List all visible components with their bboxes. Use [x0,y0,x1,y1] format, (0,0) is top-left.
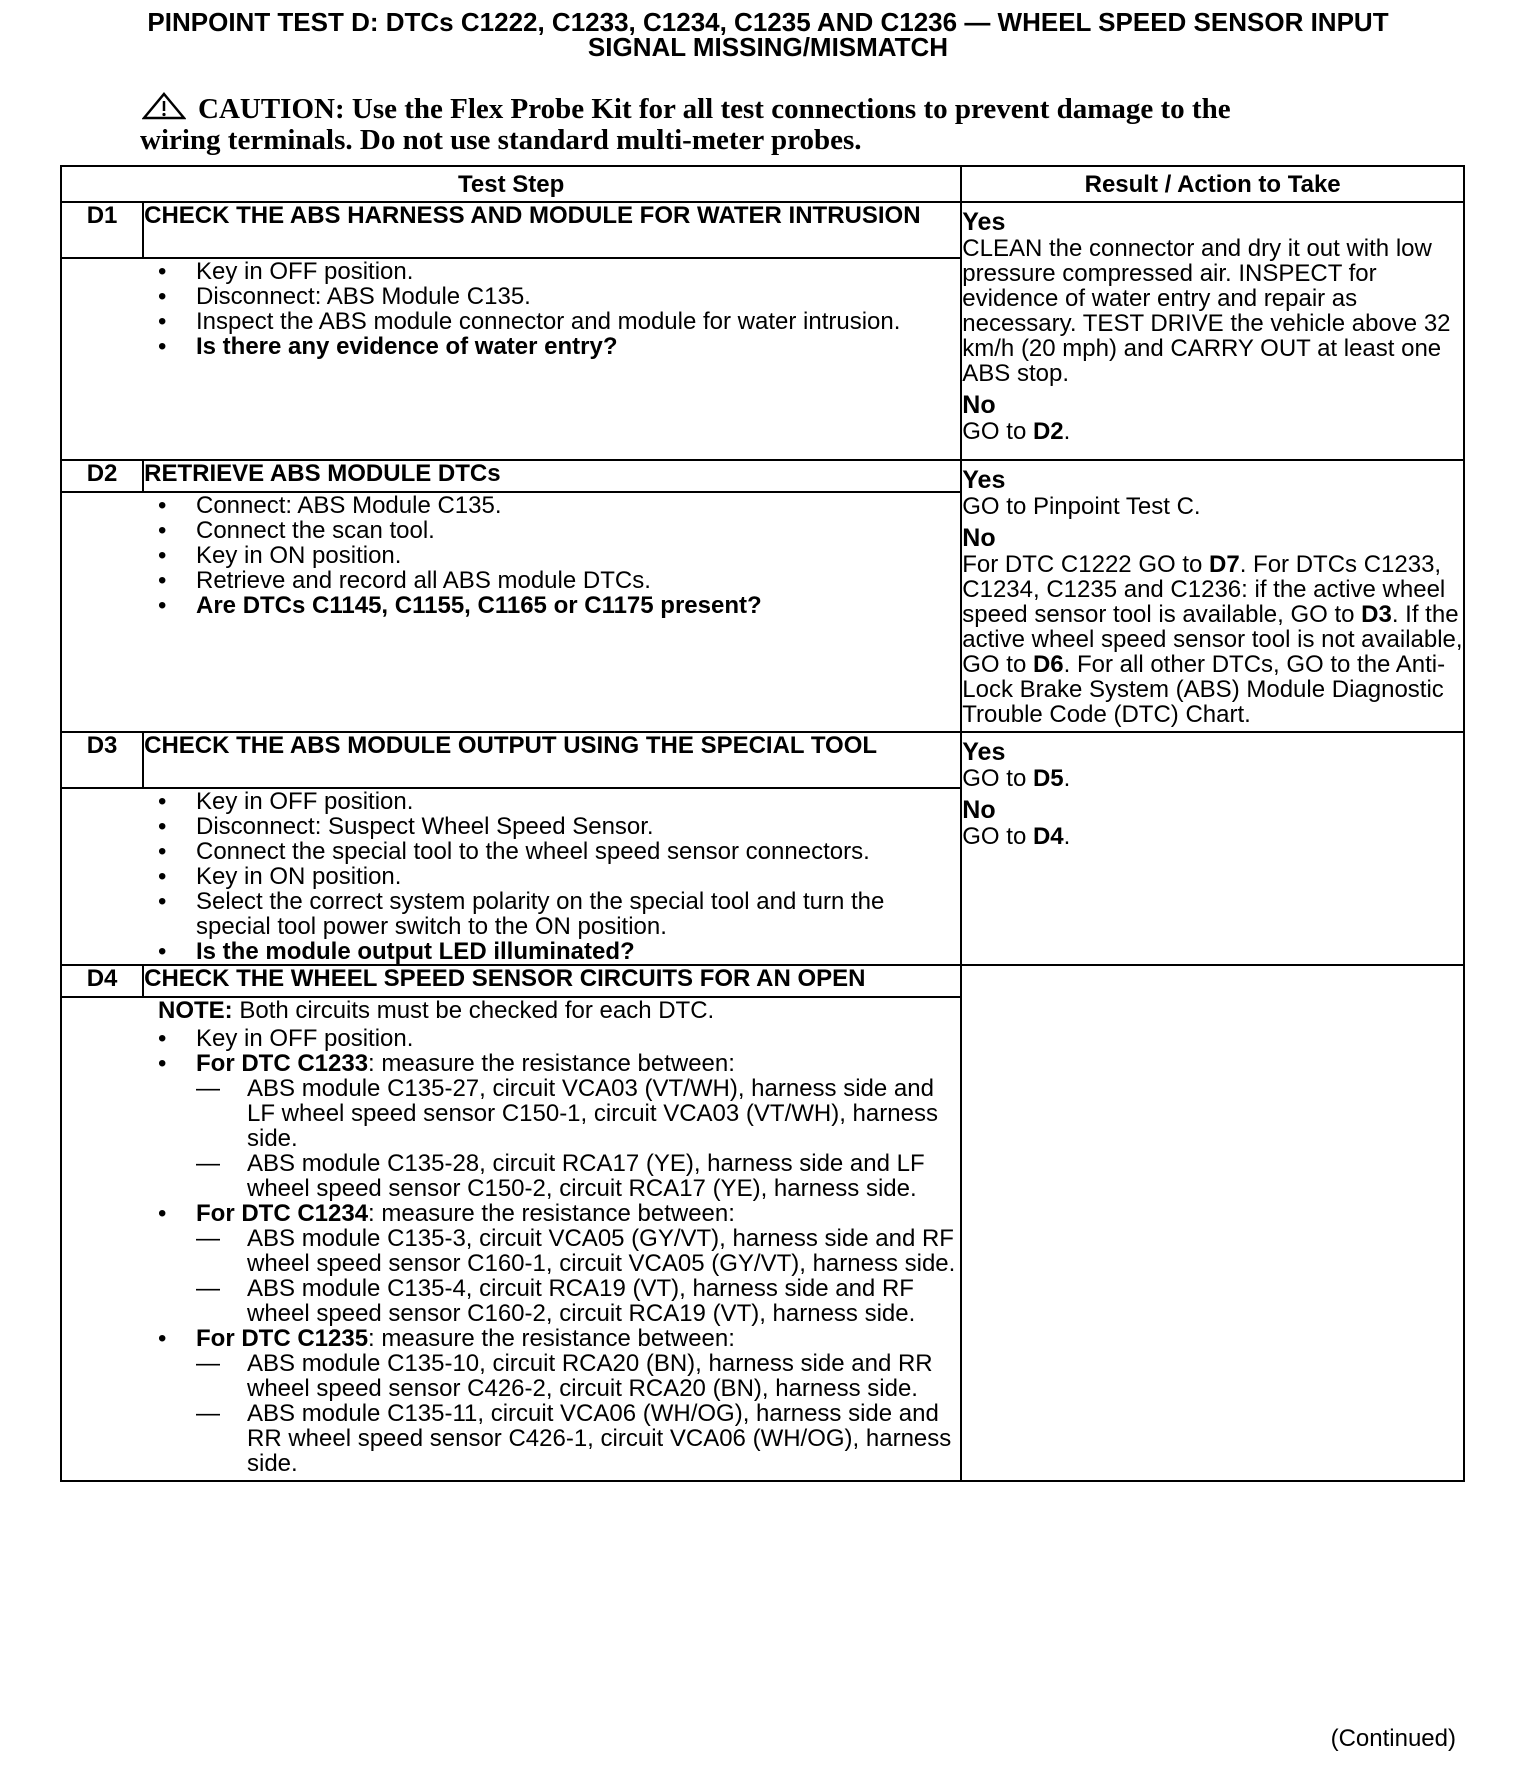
d2-no-text: For DTC C1222 GO to D7. For DTCs C1233, C1234, C1235 and C1236: if the active wheel speed sensor tool is available, GO to D3. If the active wheel speed sensor tool is not available, GO to D6. For all other DTCs, GO to the Anti-Lock Brake System (ABS) Module Diagnostic Trouble Code (DTC) Chart. [962,551,1463,728]
list-item: • Select the correct system polarity on the special tool and turn the special tool power switch to the ON position. [62,889,960,939]
d3-yes-label: Yes [962,738,1006,766]
pinpoint-test-table [60,165,1465,1482]
step-d3-body [61,788,961,965]
list-item: • Is there any evidence of water entry? [62,334,960,359]
step-d2-result [961,460,1464,732]
list-item: • Retrieve and record all ABS module DTCs. [62,568,960,593]
caution-text-1: Use the Flex Probe Kit for all test connections to prevent damage to the [351,93,1231,125]
sub-item: — ABS module C135-28, circuit RCA17 (YE), harness side and LF wheel speed sensor C150-2, circuit RCA17 (YE), harness side. [247,1151,960,1201]
caution-text-2: wiring terminals. Do not use standard multi-meter probes. [140,124,862,156]
d4-c1234-subitems [196,1226,960,1326]
step-d2-heading: RETRIEVE ABS MODULE DTCs [143,460,961,492]
sub-item: — ABS module C135-10, circuit RCA20 (BN), harness side and RR wheel speed sensor C426-2, circuit RCA20 (BN), harness side. [247,1351,960,1401]
d1-no-text: GO to D2. [962,418,1071,445]
sub-item: — ABS module C135-11, circuit VCA06 (WH/OG), harness side and RR wheel speed sensor C426-1, circuit VCA06 (WH/OG), harness side. [247,1401,960,1476]
list-item: • Key in OFF position. [62,1026,960,1051]
title-line-2: SIGNAL MISSING/MISMATCH [587,32,949,62]
step-d1-body [61,258,961,460]
d3-bullets [62,789,960,964]
header-test-step: Test Step [61,166,961,202]
step-d4-heading: CHECK THE WHEEL SPEED SENSOR CIRCUITS FOR AN OPEN [143,965,961,997]
step-d2-head-row [61,460,1464,492]
caution-label: CAUTION: [198,93,345,125]
step-d1-heading: CHECK THE ABS HARNESS AND MODULE FOR WATER INTRUSION [143,202,961,258]
warning-triangle-icon [142,92,186,120]
header-result: Result / Action to Take [961,166,1464,202]
list-item: • For DTC C1234: measure the resistance between: — ABS module C135-3, circuit VCA05 (GY/VT), harness side and RF wheel speed sensor C160-1, circuit VCA05 (GY/VT), harness side. — ABS module C135-4, circuit RCA19 (VT), harness side and RF wheel speed sensor C160-2, circuit RCA19 (VT), harness side. [62,1201,960,1326]
step-d3-result [961,732,1464,965]
list-item: • Connect the scan tool. [62,518,960,543]
sub-item: — ABS module C135-27, circuit VCA03 (VT/WH), harness side and LF wheel speed sensor C150-1, circuit VCA03 (VT/WH), harness side. [247,1076,960,1151]
d3-no-text: GO to D4. [962,823,1071,850]
list-item: • Key in OFF position. [62,789,960,814]
step-d2-body [61,492,961,732]
list-item: • Is the module output LED illuminated? [62,939,960,964]
step-d4-id: D4 [61,965,143,997]
d4-c1235-subitems [196,1351,960,1476]
step-d3-heading: CHECK THE ABS MODULE OUTPUT USING THE SPECIAL TOOL [143,732,961,788]
step-d1-result [961,202,1464,460]
list-item: • For DTC C1233: measure the resistance between: — ABS module C135-27, circuit VCA03 (VT/WH), harness side and LF wheel speed sensor C150-1, circuit VCA03 (VT/WH), harness side. — ABS module C135-28, circuit RCA17 (YE), harness side and LF wheel speed sensor C150-2, circuit RCA17 (YE), harness side. [62,1051,960,1201]
list-item: • For DTC C1235: measure the resistance between: — ABS module C135-10, circuit RCA20 (BN), harness side and RR wheel speed sensor C426-2, circuit RCA20 (BN), harness side. — ABS module C135-11, circuit VCA06 (WH/OG), harness side and RR wheel speed sensor C426-1, circuit VCA06 (WH/OG), harness side. [62,1326,960,1476]
list-item: • Are DTCs C1145, C1155, C1165 or C1175 present? [62,593,960,618]
d1-yes-text: CLEAN the connector and dry it out with low pressure compressed air. INSPECT for evidence of water entry and repair as necessary. TEST DRIVE the vehicle above 32 km/h (20 mph) and CARRY OUT at least one ABS stop. [962,235,1451,387]
step-d4-head-row [61,965,1464,997]
step-d1-head-row [61,202,1464,258]
d3-no-label: No [962,796,996,824]
d2-yes-text: GO to Pinpoint Test C. [962,493,1201,520]
list-item: • Disconnect: ABS Module C135. [62,284,960,309]
step-d4-body [61,997,961,1481]
list-item: • Key in ON position. [62,864,960,889]
sub-item: — ABS module C135-3, circuit VCA05 (GY/VT), harness side and RF wheel speed sensor C160-1, circuit VCA05 (GY/VT), harness side. [247,1226,960,1276]
list-item: • Key in ON position. [62,543,960,568]
list-item: • Connect the special tool to the wheel speed sensor connectors. [62,839,960,864]
step-d4-result [961,965,1464,1481]
d2-no-label: No [962,524,996,552]
table-header-row [61,166,1464,202]
step-d3-head-row [61,732,1464,788]
d1-bullets [62,259,960,359]
list-item: • Disconnect: Suspect Wheel Speed Sensor. [62,814,960,839]
d4-note: NOTE: Both circuits must be checked for each DTC. [158,997,715,1024]
sub-item: — ABS module C135-4, circuit RCA19 (VT), harness side and RF wheel speed sensor C160-2, circuit RCA19 (VT), harness side. [247,1276,960,1326]
d4-c1233-subitems [196,1076,960,1201]
page-title [60,7,1476,62]
title-line-1: PINPOINT TEST D: DTCs C1222, C1233, C1234, C1235 AND C1236 — WHEEL SPEED SENSOR INPUT [147,7,1389,37]
d3-yes-text: GO to D5. [962,765,1071,792]
list-item: • Inspect the ABS module connector and module for water intrusion. [62,309,960,334]
step-d1-id: D1 [61,202,143,258]
step-d2-id: D2 [61,460,143,492]
continued-label: (Continued) [1330,1725,1456,1752]
step-d3-id: D3 [61,732,143,788]
d1-yes-label: Yes [962,208,1006,236]
caution-block [142,92,1402,156]
d4-bullets [62,1026,960,1476]
list-item: • Key in OFF position. [62,259,960,284]
list-item: • Connect: ABS Module C135. [62,493,960,518]
d2-yes-label: Yes [962,466,1006,494]
d2-bullets [62,493,960,618]
d1-no-label: No [962,391,996,419]
